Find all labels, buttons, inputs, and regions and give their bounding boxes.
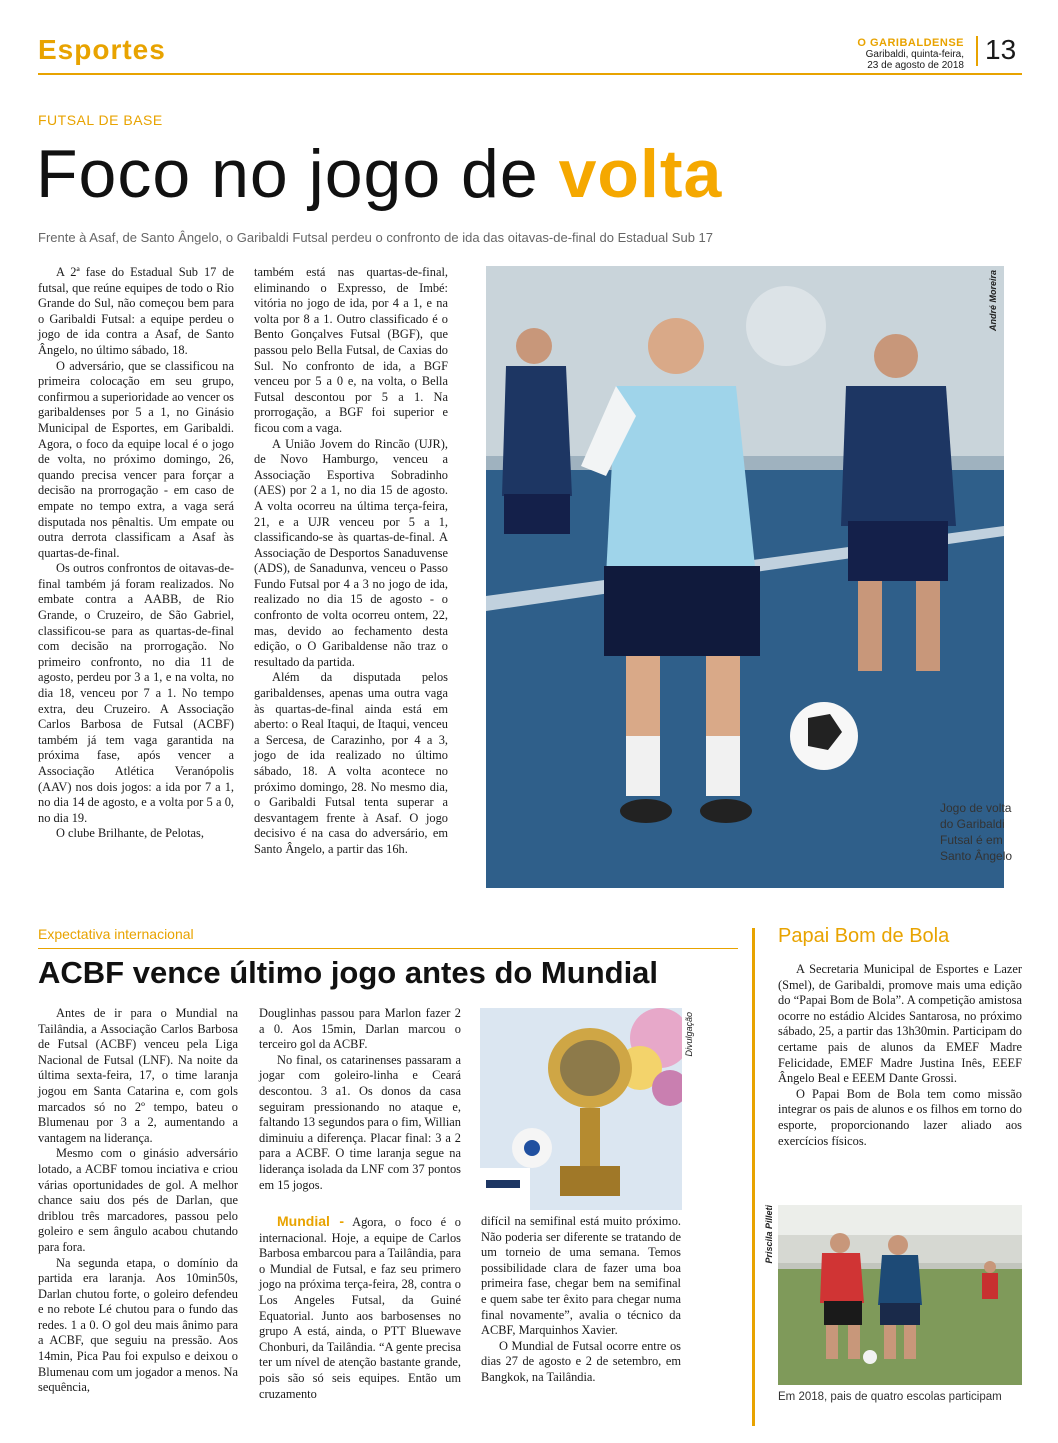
paragraph: difícil na semifinal está muito próximo. Não poderia ser diferente se tratando de um torneio de uma semana. Temos possibilidade clara de fazer uma boa primeira fase, chegar bem na semifinal e quem sabe ter êxito para chegar numa final novamente”, avalia o técnico da ACBF, Marquinhos Xavier. bbox=[481, 1214, 681, 1338]
date-line-2: 23 de agosto de 2018 bbox=[867, 60, 964, 71]
paragraph-text: Agora, o foco é o internacional. Hoje, a equipe de Carlos Barbosa embarcou para a Tailândia, para o Mundial de Futsal, e faz seu primero jogo na próxima terça-feira, 28, contra o Los Angeles Futsal, da Guiné Equatorial. Junto aos barbosenses no grupo A está, ainda, o PTT Bluewave Chonburi, da Tailândia. “A gente precisa ter um nível de atenção bastante grande, pois são só seis equipes. Então um cruzamento bbox=[259, 1215, 462, 1401]
paragraph: A 2ª fase do Estadual Sub 17 de futsal, que reúne equipes de todo o Rio Grande do Sul, não começou bem para o Garibaldi Futsal: a equipe perdeu o jogo de ida contra a Asaf, de Santo Ângelo, no último sábado, 18. bbox=[38, 265, 234, 357]
story2-rule bbox=[38, 948, 738, 949]
story1-deck: Frente à Asaf, de Santo Ângelo, o Garibaldi Futsal perdeu o confronto de ida das oitavas-de-final do Estadual Sub 17 bbox=[38, 230, 713, 245]
story2-headline: ACBF vence último jogo antes do Mundial bbox=[38, 955, 659, 990]
story2-kicker: Expectativa internacional bbox=[38, 926, 194, 942]
paragraph: A União Jovem do Rincão (UJR), de Novo Hamburgo, venceu a Associação Esportiva Sobradinho (AES) por 2 a 1, no dia 15 de agosto. A volta ocorreu na última terça-feira, 21, e a UJR venceu por 5 a 1, classificando-se às quartas-de-final. A Associação de Desportos Sanaduvense (ADS), de Sanadunva, venceu o Passo Fundo Futsal por 4 a 3 no jogo de ida, realizado no dia 15 de agosto - o confronto de volta ocorreu ontem, 22, mas, devido ao fechamento desta edição, o O Garibaldense não traz o resultado da partida. bbox=[254, 436, 448, 669]
mundial-subhead: Mundial - bbox=[277, 1213, 345, 1229]
story2-column-1 bbox=[38, 1006, 238, 1396]
paragraph: Na segunda etapa, o domínio da partida era laranja. Aos 10min50s, Darlan chutou forte, o goleiro defendeu e no rebote Lé chutou para o fundo das redes. 1 a 0. O gol deu mais ânimo para a ACBF, que seguiu na pressão. Aos 14min, Pica Pau foi expulso e deixou o Blumenau com um jogador a menos. Na sequência, bbox=[38, 1255, 238, 1395]
photo-illustration bbox=[480, 1008, 682, 1210]
sidebar-title: Papai Bom de Bola bbox=[778, 925, 950, 947]
paragraph: O Papai Bom de Bola tem como missão integrar os pais de alunos e os filhos em torno do esporte, proporcionando lazer aliado aos exercícios físicos. bbox=[778, 1086, 1022, 1148]
paragraph: também está nas quartas-de-final, eliminando o Expresso, de Imbé: vitória no jogo de ida, por 4 a 1, e na volta por 8 a 1. Outro classificado é o Bento Gonçalves Futsal (BGF), que passou pelo Bella Futsal, de Caxias do Sul. No confronto de ida, a BGF venceu por 5 a 0 e, na volta, o Bella Futsal descontou por 5 a 1. Na prorrogação, a BGF foi superior e ficou com a vaga. bbox=[254, 265, 448, 435]
photo-illustration bbox=[778, 1205, 1022, 1385]
section-title: Esportes bbox=[38, 34, 166, 65]
fathers-soccer-photo bbox=[778, 1205, 1022, 1385]
photo3-caption: Em 2018, pais de quatro escolas participam bbox=[778, 1391, 1002, 1403]
story2-column-2-bottom bbox=[259, 1214, 461, 1402]
paragraph: O clube Brilhante, de Pelotas, bbox=[56, 826, 204, 841]
header-rule bbox=[38, 73, 1022, 75]
page-number: 13 bbox=[985, 34, 1017, 65]
date-line-1: Garibaldi, quinta-feira, bbox=[865, 49, 964, 60]
header-dateline bbox=[857, 38, 964, 71]
story1-kicker: FUTSAL DE BASE bbox=[38, 112, 163, 128]
story2-column-2-top bbox=[259, 1006, 461, 1193]
page-number-divider bbox=[976, 36, 978, 66]
paragraph bbox=[259, 1214, 461, 1402]
paragraph: A Secretaria Municipal de Esportes e Lazer (Smel), de Garibaldi, promove mais uma edição do “Papai Bom de Bola”. A competição amistosa ocorre no estádio Alcides Santarosa, no próximo sábado, 25, a partir das 13h30min. Participam do certame pais de alunos da EMEF Madre Felicidade, EMEF Madre Justina Inês, EEEF Ângelo Beal e EEEM Dante Grossi. bbox=[778, 962, 1022, 1086]
paragraph: O Mundial de Futsal ocorre entre os dias 27 de agosto e 2 de setembro, em Bangkok, na Tailândia. bbox=[481, 1338, 681, 1384]
photo-illustration bbox=[486, 266, 1004, 888]
paragraph: Mesmo com o ginásio adversário lotado, a ACBF tomou inciativa e criou várias oportunidades de gol. A melhor chance saiu dos pés de Darlan, que driblou três marcadores, passou pelo goleiro e sem ângulo acabou chutando para fora. bbox=[38, 1146, 238, 1254]
paragraph: Douglinhas passou para Marlon fazer 2 a 0. Aos 15min, Darlan marcou o terceiro gol da ACBF. bbox=[259, 1006, 461, 1052]
photo1-caption: Jogo de volta do Garibaldi Futsal é em Santo Ângelo bbox=[940, 801, 1013, 863]
headline-accent-word: volta bbox=[558, 136, 723, 212]
photo2-credit: Divulgação bbox=[684, 1012, 694, 1057]
sidebar-body bbox=[778, 962, 1022, 1149]
paragraph: O adversário, que se classificou na primeira colocação em seu grupo, confirmou a superioridade ao vencer os garibaldenses por 5 a 1, no Ginásio Municipal de Esportes, em Garibaldi. Agora, o foco da equipe local é o jogo de volta, no próximo domingo, 26, quando precisa vencer para forçar a decisão na prorrogação - em caso de empate no tempo extra, a vaga será disputada nos pênaltis. Um empate ou outra derrota classificam a Asaf às quartas-de-final. bbox=[38, 358, 234, 560]
story1-column-2 bbox=[254, 265, 448, 858]
photo1-credit: André Moreira bbox=[988, 270, 998, 332]
story2-column-3 bbox=[481, 1214, 681, 1386]
paragraph: No final, os catarinenses passaram a jogar com goleiro-linha e Ceará descontou. 3 a1. Os donos da casa seguiram pressionando no ataque e, faltando 13 segundos para o fim, Willian diminuiu a diferença. Placar final: 3 a 2 para a ACBF. O time laranja segue na liderança isolada da LNF com 37 pontos em 15 jogos. bbox=[259, 1052, 461, 1192]
headline-part-a: Foco no jogo de bbox=[36, 136, 559, 212]
futsal-game-photo bbox=[486, 266, 1004, 888]
trophy-photo bbox=[480, 1008, 682, 1210]
story1-column-1 bbox=[38, 265, 234, 842]
sidebar-accent-bar bbox=[752, 928, 755, 1426]
paper-name: O GARIBALDENSE bbox=[857, 37, 964, 49]
paragraph: Além da disputada pelos garibaldenses, apenas uma outra vaga às quartas-de-final ainda está em aberto: o Real Itaqui, de Itaqui, venceu a Sercesa, de Carazinho, por 4 a 3, jogo de ida realizado no último sábado, 18. A volta acontece no próximo domingo, 28. No mesmo dia, o Garibaldi Futsal tenta superar a desvantagem frente à Asaf. O jogo decisivo é na casa do adversário, em Santo Ângelo, a partir das 16h. bbox=[254, 670, 448, 856]
paragraph: Os outros confrontos de oitavas-de-final também já foram realizados. No embate contra a AABB, de Rio Grande, o Cruzeiro, de São Gabriel, classificou-se para as quartas-de-final com decisão na prorrogação. No primeiro confronto, no dia 11 de agosto, perdeu por 3 a 1, e na volta, no dia 18, venceu por 7 a 1. No tempo extra, deu Cruzeiro. A Associação Carlos Barbosa de Futsal (ACBF) também já tem vaga garantida na próxima fase, após vencer a Associação Atlética Veranópolis (AAV) nos dois jogos: a ida por 7 a 1, no dia 14 de agosto, e a volta por 5 a 0, no dia 19. bbox=[38, 561, 234, 825]
photo3-credit: Priscila Pilleti bbox=[764, 1205, 774, 1264]
story1-headline bbox=[36, 134, 722, 214]
paragraph: Antes de ir para o Mundial na Tailândia, a Associação Carlos Barbosa de Futsal (ACBF) venceu pela Liga Nacional de Futsal (LNF). Na noite da última sexta-feira, 17, o time laranja jogou em Santa Catarina e, com gols marcados só no 2º tempo, bateu o Blumenau por 3 a 2, aumentando a vantagem na liderança. bbox=[38, 1006, 238, 1145]
